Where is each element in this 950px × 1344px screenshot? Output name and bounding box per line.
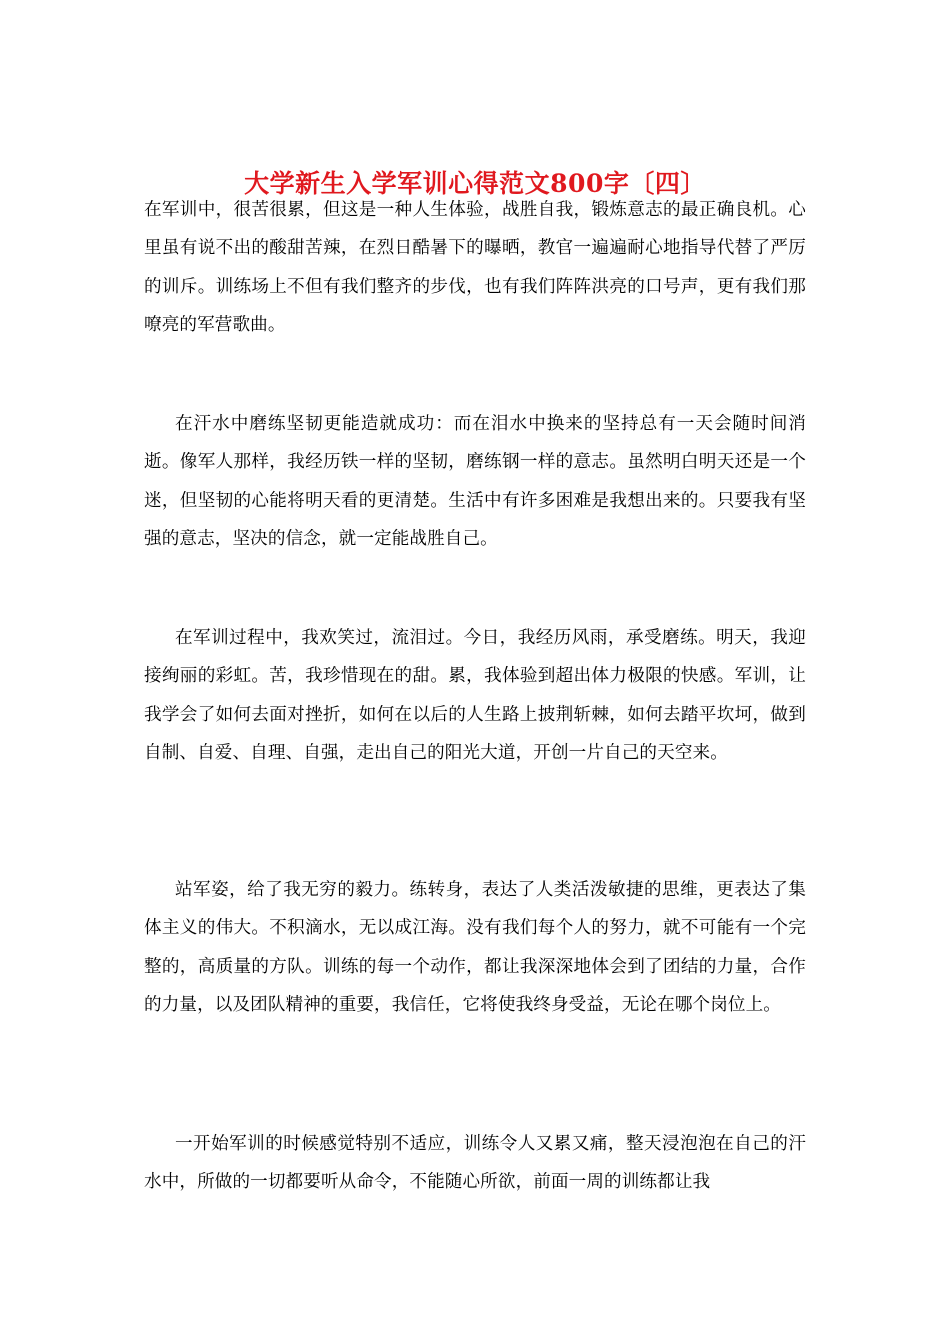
document-title: 大学新生入学军训心得范文800字〔四〕	[244, 168, 706, 198]
paragraph-3: 在军训过程中，我欢笑过，流泪过。今日，我经历风雨，承受磨练。明天，我迎接绚丽的彩虹。苦，我珍惜现在的甜。累，我体验到超出体力极限的快感。军训，让我学会了如何去面对挫折，如何在以后的人生路上披荆斩棘，如何去踏平坎坷，做到自制、自爱、自理、自强，走出自己的阳光大道，开创一片自己的天空来。	[144, 628, 806, 764]
paragraph-2: 在汗水中磨练坚韧更能造就成功：而在泪水中换来的坚持总有一天会随时间消逝。像军人那样，我经历铁一样的坚韧，磨练钢一样的意志。虽然明白明天还是一个迷，但坚韧的心能将明天看的更清楚。生活中有许多困难是我想出来的。只要我有坚强的意志，坚决的信念，就一定能战胜自己。	[144, 414, 806, 550]
paragraph-4: 站军姿，给了我无穷的毅力。练转身，表达了人类活泼敏捷的思维，更表达了集体主义的伟大。不积滴水，无以成江海。没有我们每个人的努力，就不可能有一个完整的，高质量的方队。训练的每一个动作，都让我深深地体会到了团结的力量，合作的力量，以及团队精神的重要，我信任，它将使我终身受益，无论在哪个岗位上。	[144, 880, 806, 1016]
paragraph-5: 一开始军训的时候感觉特别不适应，训练令人又累又痛，整天浸泡泡在自己的汗水中，所做的一切都要听从命令，不能随心所欲，前面一周的训练都让我	[144, 1134, 806, 1193]
paragraph-1: 在军训中，很苦很累，但这是一种人生体验，战胜自我，锻炼意志的最正确良机。心里虽有说不出的酸甜苦辣，在烈日酷暑下的曝晒，教官一遍遍耐心地指导代替了严厉的训斥。训练场上不但有我们整齐的步伐，也有我们阵阵洪亮的口号声，更有我们那嘹亮的军营歌曲。	[144, 200, 806, 336]
